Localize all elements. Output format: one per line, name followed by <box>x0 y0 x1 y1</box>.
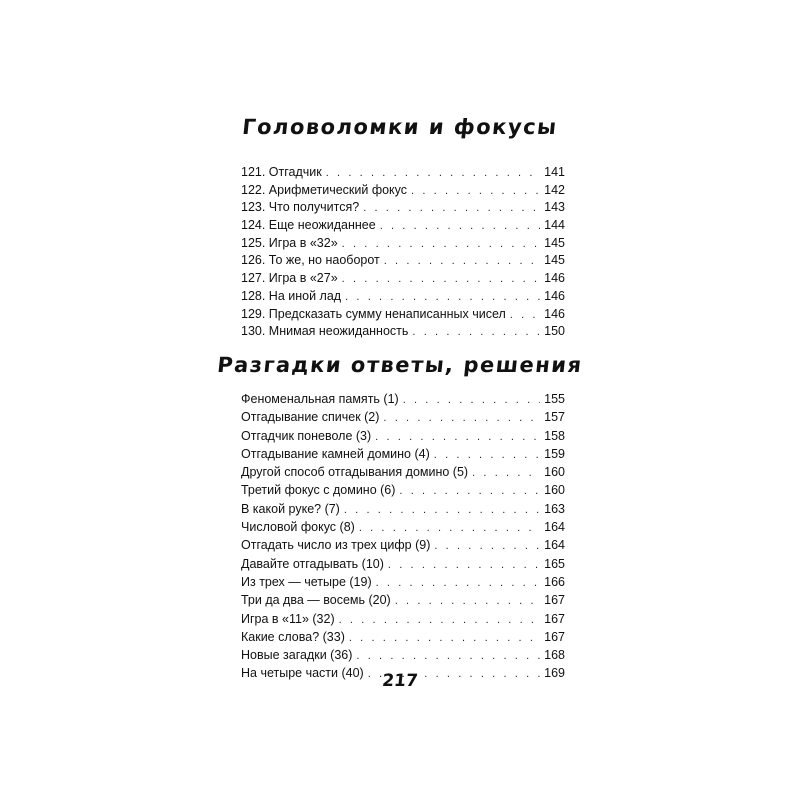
toc-entry-title: 126. То же, но наоборот <box>241 253 380 268</box>
dot-leader <box>342 236 540 254</box>
toc-entry-page: 146 <box>544 306 565 321</box>
toc-entry-page: 168 <box>544 648 565 663</box>
toc-entry-page: 160 <box>544 483 565 498</box>
toc-entry-title: Третий фокус с домино (6) <box>241 483 396 498</box>
toc-entry <box>241 270 565 288</box>
toc-entry-page: 155 <box>544 392 565 406</box>
toc-entry-title: Феноменальная память (1) <box>241 392 399 406</box>
toc-entry-title: В какой руке? (7) <box>241 501 340 516</box>
toc-entry-title: 129. Предсказать сумму ненаписанных чисел <box>241 306 506 321</box>
dot-leader <box>376 574 541 592</box>
toc-entry <box>241 628 565 646</box>
toc-entry-title: 128. На иной лад <box>241 288 342 303</box>
dot-leader <box>375 428 540 446</box>
toc-entry-page: 159 <box>544 446 565 461</box>
toc-entry-title: Игра в «11» (32) <box>241 611 335 626</box>
toc-entry-title: 124. Еще неожиданнее <box>241 218 376 233</box>
toc-entry-title: 125. Игра в «32» <box>241 235 338 250</box>
dot-leader <box>411 183 540 201</box>
toc-entry-page: 163 <box>544 501 565 516</box>
section-title-answers: Разгадки ответы, решения <box>216 353 584 377</box>
dot-leader <box>345 289 540 307</box>
dot-leader <box>359 519 540 537</box>
toc-entry-title: Отгадывание камней домино (4) <box>241 446 430 461</box>
toc-entry <box>241 591 565 609</box>
toc-entry <box>241 646 565 664</box>
toc-entry-title: Отгадать число из трех цифр (9) <box>241 538 431 553</box>
toc-entry <box>241 445 565 463</box>
dot-leader <box>363 200 540 218</box>
dot-leader <box>403 391 540 409</box>
dot-leader <box>434 446 540 464</box>
toc-entry <box>241 518 565 536</box>
toc-entry-title: Числовой фокус (8) <box>241 520 355 535</box>
toc-entry-page: 165 <box>544 556 565 571</box>
toc-entry <box>241 288 565 306</box>
toc-entry-page: 145 <box>544 235 565 250</box>
toc-entry <box>241 536 565 554</box>
toc-entry-title: Из трех — четыре (19) <box>241 574 372 589</box>
toc-entry-page: 164 <box>544 538 565 553</box>
dot-leader <box>510 307 540 325</box>
dot-leader <box>342 271 540 289</box>
toc-entry-page: 150 <box>544 324 565 339</box>
toc-entry <box>241 390 565 408</box>
toc-list-puzzles <box>241 164 565 341</box>
toc-entry-page: 167 <box>544 611 565 626</box>
dot-leader <box>344 501 540 519</box>
toc-entry-title: Давайте отгадывать (10) <box>241 556 384 571</box>
toc-entry-title: Другой способ отгадывания домино (5) <box>241 465 469 480</box>
toc-entry <box>241 427 565 445</box>
toc-entry-title: Три да два — восемь (20) <box>241 593 391 608</box>
toc-entry-title: 122. Арифметический фокус <box>241 182 408 197</box>
page-number: 217 <box>381 671 419 691</box>
toc-entry-title: 123. Что получится? <box>241 200 360 215</box>
dot-leader <box>412 324 540 342</box>
toc-entry <box>241 252 565 270</box>
toc-entry <box>241 306 565 324</box>
dot-leader <box>339 611 541 629</box>
dot-leader <box>388 556 540 574</box>
dot-leader <box>384 253 540 271</box>
toc-entry-page: 143 <box>544 200 565 215</box>
toc-entry-title: 127. Игра в «27» <box>241 271 338 286</box>
toc-entry <box>241 463 565 481</box>
dot-leader <box>434 537 540 555</box>
toc-entry <box>241 481 565 499</box>
toc-entry-page: 167 <box>544 629 565 644</box>
toc-entry-page: 158 <box>544 428 565 443</box>
dot-leader <box>383 409 540 427</box>
toc-entry-page: 167 <box>544 593 565 608</box>
toc-entry-page: 164 <box>544 520 565 535</box>
dot-leader <box>399 482 540 500</box>
toc-entry-page: 146 <box>544 288 565 303</box>
toc-entry <box>241 408 565 426</box>
toc-entry-page: 160 <box>544 465 565 480</box>
toc-entry <box>241 199 565 217</box>
dot-leader <box>472 464 540 482</box>
toc-entry-title: Какие слова? (33) <box>241 629 345 644</box>
dot-leader <box>395 592 540 610</box>
toc-entry-title: 121. Отгадчик <box>241 165 322 179</box>
dot-leader <box>349 629 540 647</box>
toc-entry-title: Отгадчик поневоле (3) <box>241 428 372 443</box>
toc-entry-page: 144 <box>544 218 565 233</box>
toc-entry-page: 146 <box>544 271 565 286</box>
toc-entry-page: 157 <box>544 410 565 425</box>
toc-entry <box>241 500 565 518</box>
toc-entry <box>241 323 565 341</box>
toc-entry <box>241 573 565 591</box>
toc-entry <box>241 217 565 235</box>
toc-entry-title: На четыре части (40) <box>241 666 364 681</box>
toc-entry <box>241 235 565 253</box>
toc-entry-page: 145 <box>544 253 565 268</box>
toc-entry-title: 130. Мнимая неожиданность <box>241 324 409 339</box>
section-title-puzzles: Головоломки и фокусы <box>241 115 559 139</box>
dot-leader <box>356 647 540 665</box>
toc-entry-title: Новые загадки (36) <box>241 648 353 663</box>
dot-leader <box>380 218 540 236</box>
toc-entry-page: 166 <box>544 574 565 589</box>
toc-entry-page: 141 <box>544 165 565 179</box>
dot-leader <box>326 165 540 183</box>
toc-entry-page: 169 <box>544 666 565 681</box>
toc-entry <box>241 555 565 573</box>
toc-entry <box>241 164 565 182</box>
toc-entry <box>241 610 565 628</box>
toc-entry-page: 142 <box>544 182 565 197</box>
toc-entry-title: Отгадывание спичек (2) <box>241 410 380 425</box>
toc-list-answers <box>241 390 565 683</box>
toc-entry <box>241 182 565 200</box>
